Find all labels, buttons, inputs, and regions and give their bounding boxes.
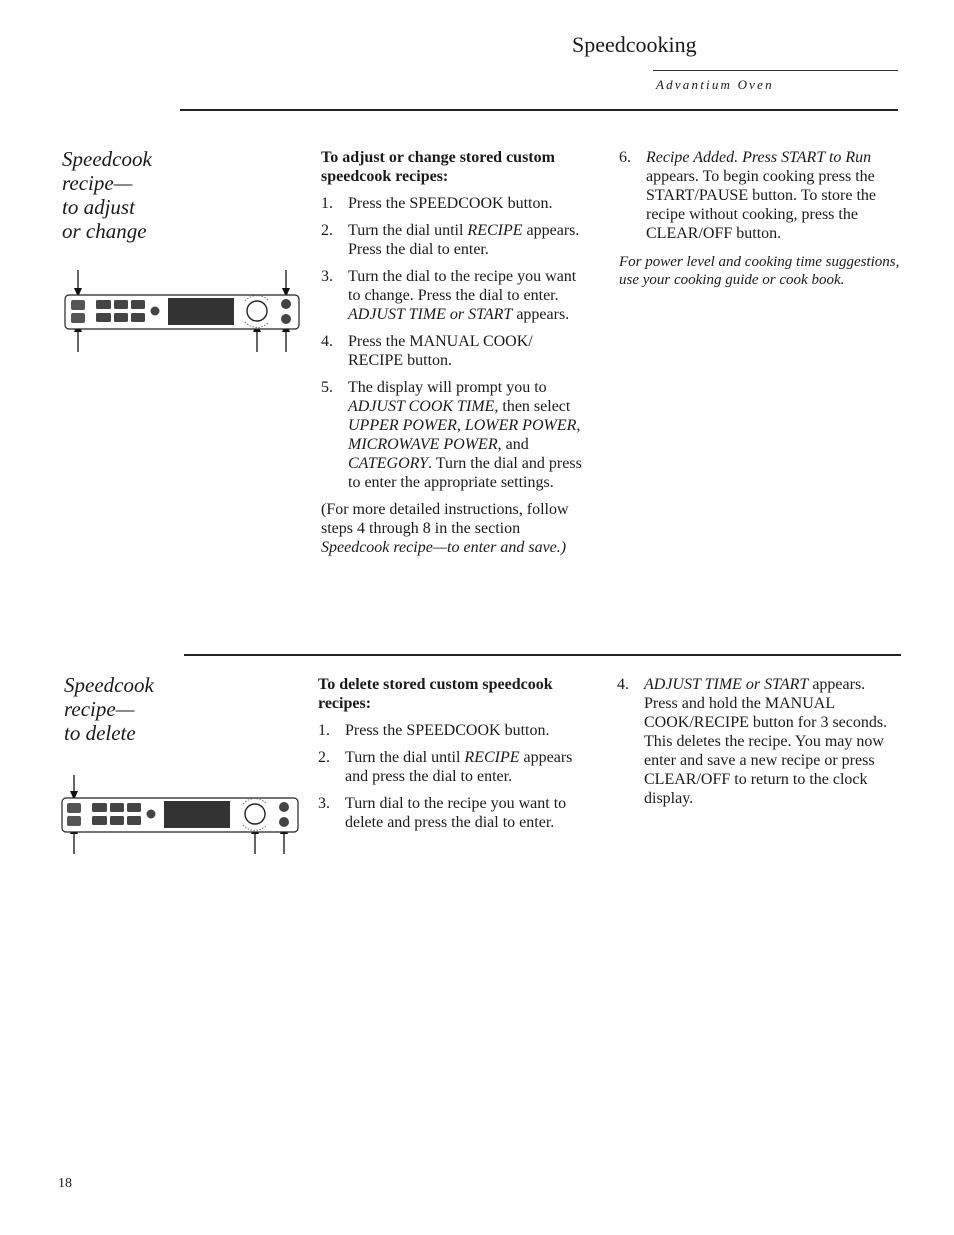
text-run: ADJUST COOK TIME, xyxy=(348,398,499,415)
text-run: Turn dial to the recipe you want to delete and press the dial to enter. xyxy=(345,795,567,831)
step-item xyxy=(321,221,591,259)
text-run: appears. Press the dial to enter. xyxy=(348,222,580,258)
step-number: 1. xyxy=(321,195,333,212)
text-run: Press the SPEEDCOOK button. xyxy=(348,195,553,212)
step-item xyxy=(321,378,591,492)
step-number: 4. xyxy=(617,676,629,693)
delete-heading: To delete stored custom speedcook recipes: xyxy=(318,676,553,712)
step-text xyxy=(646,149,876,242)
step-text xyxy=(348,195,552,212)
text-run: ADJUST TIME or START xyxy=(348,306,513,323)
adjust-steps-list xyxy=(321,194,591,492)
page-subtitle: Advantium Oven xyxy=(656,77,774,92)
step-item xyxy=(318,748,590,786)
step-number: 6. xyxy=(619,149,631,166)
control-panel-illustration-adjust xyxy=(62,268,302,358)
text-run: RECIPE xyxy=(467,222,523,239)
step-item xyxy=(318,721,590,740)
text-run: then select xyxy=(498,398,571,415)
page-number: 18 xyxy=(58,1176,72,1191)
step-number: 3. xyxy=(318,795,330,812)
adjust-note: For power level and cooking time suggestions, use your cooking guide or cook book. xyxy=(619,254,900,288)
text-run: Turn the dial until xyxy=(348,222,468,239)
adjust-more-info xyxy=(321,500,591,557)
text-run: Turn the dial until xyxy=(345,749,465,766)
text-run: ADJUST TIME or START xyxy=(644,676,809,693)
text-run: The display will prompt you to xyxy=(348,379,547,396)
step-item xyxy=(321,194,591,213)
adjust-steps-column xyxy=(321,148,591,557)
text-run: appears. To begin cooking press the START/PAUSE button. To store the recipe without cooking, press the CLEAR/OFF button. xyxy=(646,168,876,242)
step-number: 2. xyxy=(321,222,333,239)
text-run: Press the SPEEDCOOK button. xyxy=(345,722,550,739)
subtitle-rule xyxy=(653,70,898,71)
text-run: . Turn the dial and press to enter the appropriate settings. xyxy=(348,455,582,491)
step-item xyxy=(617,675,901,808)
adjust-steps-list-continued xyxy=(619,148,901,243)
text-run: appears. xyxy=(512,306,570,323)
delete-steps-column xyxy=(318,675,590,840)
text-run: Speedcook recipe—to enter and save.) xyxy=(321,539,567,556)
step-text xyxy=(348,222,579,258)
page-title: Speedcooking xyxy=(572,32,697,57)
step-text xyxy=(345,749,572,785)
step-number: 2. xyxy=(318,749,330,766)
text-run: appears. Press and hold the MANUAL COOK/RECIPE button for 3 seconds. This deletes the recipe. You may now enter and save a new recipe or press CLEAR/OFF to return to the clock display. xyxy=(644,676,888,807)
text-run: UPPER POWER, LOWER POWER, MICROWAVE POWER xyxy=(348,417,581,453)
delete-steps-list xyxy=(318,721,590,832)
text-run: appears and press the dial to enter. xyxy=(345,749,573,785)
step-text xyxy=(345,795,566,831)
step-number: 3. xyxy=(321,268,333,285)
adjust-heading: To adjust or change stored custom speedcook recipes: xyxy=(321,149,555,185)
step-item xyxy=(318,794,590,832)
control-panel-illustration-delete xyxy=(60,774,300,858)
text-run: (For more detailed instructions, follow steps 4 through 8 in the section xyxy=(321,501,569,537)
step-text xyxy=(348,268,576,323)
section-title-adjust: Speedcook recipe— to adjust or change xyxy=(62,147,152,243)
section-divider-middle xyxy=(184,654,901,656)
step-text xyxy=(345,722,549,739)
step-item xyxy=(619,148,901,243)
text-run: Recipe Added. Press START to Run xyxy=(646,149,872,166)
text-run: Press the MANUAL COOK/ RECIPE button. xyxy=(348,333,533,369)
step-text xyxy=(348,379,582,491)
step-number: 1. xyxy=(318,722,330,739)
section-divider-top xyxy=(180,109,898,111)
text-run: RECIPE xyxy=(464,749,520,766)
text-run: Turn the dial to the recipe you want to change. Press the dial to enter. xyxy=(348,268,577,304)
text-run: CATEGORY xyxy=(348,455,429,472)
step-number: 5. xyxy=(321,379,333,396)
step-item xyxy=(321,332,591,370)
step-number: 4. xyxy=(321,333,333,350)
section-title-delete: Speedcook recipe— to delete xyxy=(64,673,154,745)
adjust-steps-right-column xyxy=(619,148,901,289)
text-run: , and xyxy=(497,436,529,453)
step-text xyxy=(644,676,887,807)
step-item xyxy=(321,267,591,324)
step-text xyxy=(348,333,533,369)
delete-steps-list-continued xyxy=(617,675,901,808)
delete-steps-right-column xyxy=(617,675,901,816)
